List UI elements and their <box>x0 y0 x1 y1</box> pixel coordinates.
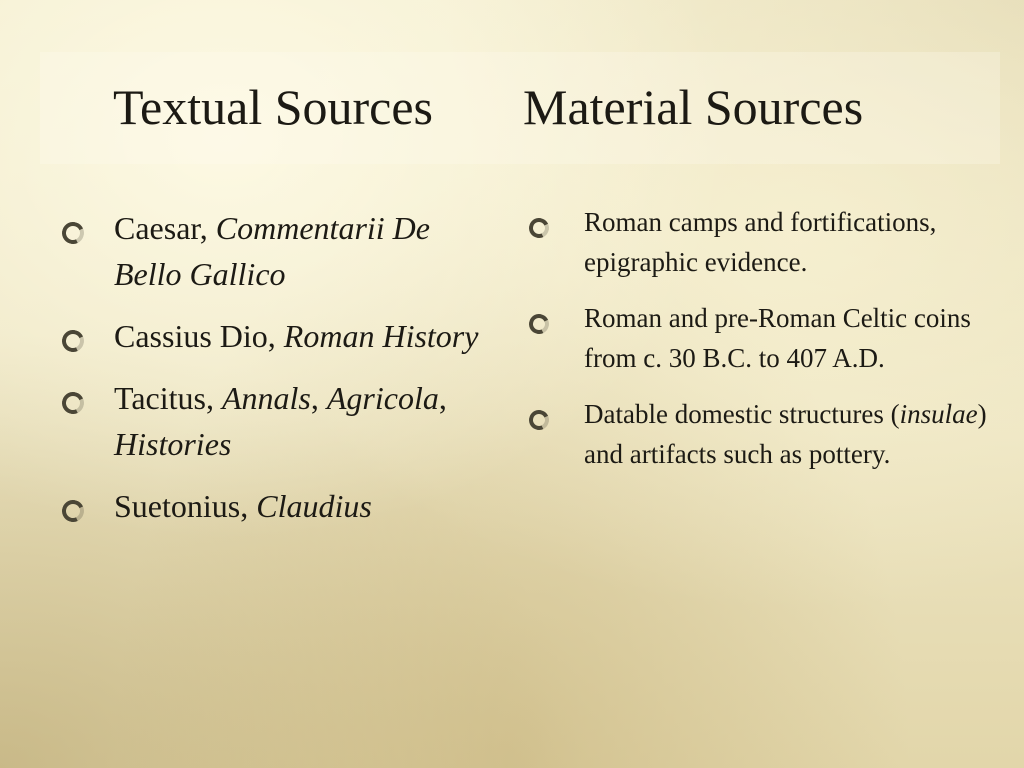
item-work-title: Agricola <box>326 380 439 416</box>
item-work-title: Roman History <box>283 318 479 354</box>
bullet-icon <box>59 219 87 247</box>
item-separator: , <box>438 380 447 416</box>
item-author: Tacitus, <box>114 380 222 416</box>
item-separator: , <box>310 380 327 416</box>
item-author: Caesar, <box>114 210 216 246</box>
bullet-icon <box>526 407 552 433</box>
material-sources-list <box>527 202 997 490</box>
item-author: Cassius Dio, <box>114 318 284 354</box>
textual-sources-list <box>60 205 490 545</box>
item-work-title: Claudius <box>256 488 372 524</box>
item-work-title: Histories <box>114 426 232 462</box>
item-text-italic: insulae <box>899 399 978 429</box>
material-item-domestic-structures <box>527 394 997 474</box>
material-item-camps <box>527 202 997 282</box>
bullet-icon <box>526 311 552 337</box>
textual-item-suetonius <box>60 483 490 529</box>
item-text-after: ) and artifacts such as pottery. <box>584 399 987 469</box>
item-work-title: Annals <box>221 380 311 416</box>
title-textual-sources: Textual Sources <box>113 79 434 135</box>
item-work-title: Commentarii De Bello Gallico <box>114 210 430 292</box>
item-author: Suetonius, <box>114 488 257 524</box>
item-text-before: Datable domestic structures ( <box>584 399 900 429</box>
textual-item-caesar <box>60 205 490 297</box>
item-text: Roman camps and fortifications, epigraphic evidence. <box>584 207 937 277</box>
bullet-icon <box>59 497 87 525</box>
title-material-sources: Material Sources <box>523 79 864 135</box>
bullet-icon <box>526 215 552 241</box>
material-item-coins <box>527 298 997 378</box>
bullet-icon <box>59 389 87 417</box>
textual-item-cassius-dio <box>60 313 490 359</box>
item-text: Roman and pre-Roman Celtic coins from c. 30 B.C. to 407 A.D. <box>584 303 971 373</box>
bullet-icon <box>59 327 87 355</box>
textual-item-tacitus <box>60 375 490 467</box>
